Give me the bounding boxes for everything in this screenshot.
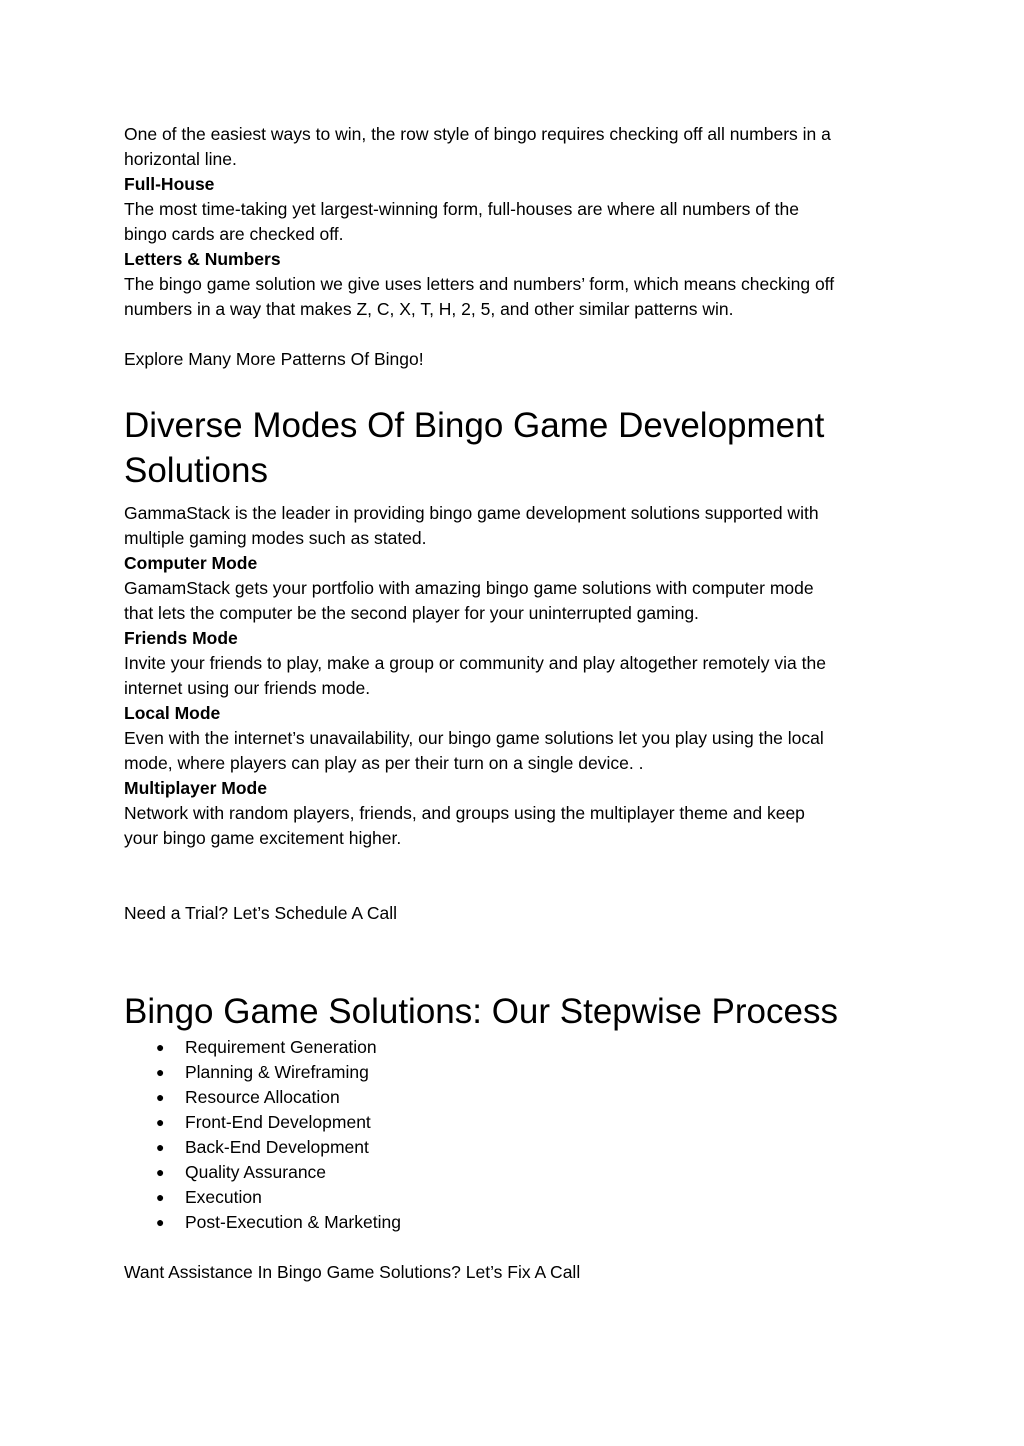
process-step-item — [124, 1085, 904, 1110]
process-step-item — [124, 1035, 904, 1060]
bullet-icon: ● — [156, 1064, 165, 1080]
process-steps-list — [124, 1035, 904, 1235]
process-step-label: Back-End Development — [185, 1137, 369, 1157]
process-step-label: Execution — [185, 1187, 262, 1207]
bullet-icon: ● — [156, 1089, 165, 1105]
explore-patterns-link[interactable]: Explore Many More Patterns Of Bingo! — [124, 349, 424, 369]
fix-call-link[interactable]: Want Assistance In Bingo Game Solutions? Let’s Fix A Call — [124, 1262, 581, 1282]
spacer — [124, 493, 904, 501]
local-mode-title: Local Mode — [124, 703, 221, 723]
spacer — [124, 372, 904, 403]
bullet-icon: ● — [156, 1139, 165, 1155]
process-step-item — [124, 1185, 904, 1210]
process-step-label: Front-End Development — [185, 1112, 371, 1132]
multiplayer-mode-description-line-1: Network with random players, friends, and groups using the multiplayer theme and keep — [124, 803, 805, 823]
modes-heading-line-1: Diverse Modes Of Bingo Game Development — [124, 406, 825, 445]
bullet-icon: ● — [156, 1189, 165, 1205]
process-step-label: Requirement Generation — [185, 1037, 377, 1057]
process-step-item — [124, 1210, 904, 1235]
row-style-description-line-1: One of the easiest ways to win, the row style of bingo requires checking off all numbers in a — [124, 124, 831, 144]
process-step-label: Resource Allocation — [185, 1087, 340, 1107]
row-style-description-line-2: horizontal line. — [124, 149, 237, 169]
friends-mode-description-line-1: Invite your friends to play, make a group or community and play altogether remotely via the — [124, 653, 826, 673]
full-house-description-line-1: The most time-taking yet largest-winning form, full-houses are where all numbers of the — [124, 199, 800, 219]
full-house-description-line-2: bingo cards are checked off. — [124, 224, 344, 244]
spacer — [124, 926, 904, 989]
computer-mode-title: Computer Mode — [124, 553, 258, 573]
computer-mode-description-line-2: that lets the computer be the second player for your uninterrupted gaming. — [124, 603, 699, 623]
process-step-item — [124, 1135, 904, 1160]
process-step-item — [124, 1060, 904, 1085]
spacer — [124, 322, 904, 347]
document-page — [124, 122, 904, 1285]
local-mode-description-line-2: mode, where players can play as per their turn on a single device. . — [124, 753, 644, 773]
bullet-icon: ● — [156, 1039, 165, 1055]
modes-heading-line-2: Solutions — [124, 451, 268, 490]
bullet-icon: ● — [156, 1164, 165, 1180]
friends-mode-description-line-2: internet using our friends mode. — [124, 678, 371, 698]
modes-intro-line-2: multiple gaming modes such as stated. — [124, 528, 427, 548]
letters-numbers-title: Letters & Numbers — [124, 249, 281, 269]
process-step-item — [124, 1160, 904, 1185]
bullet-icon: ● — [156, 1214, 165, 1230]
letters-numbers-description-line-2: numbers in a way that makes Z, C, X, T, H, 2, 5, and other similar patterns win. — [124, 299, 734, 319]
bullet-icon: ● — [156, 1114, 165, 1130]
full-house-title: Full-House — [124, 174, 215, 194]
letters-numbers-description-line-1: The bingo game solution we give uses letters and numbers’ form, which means checking off — [124, 274, 835, 294]
computer-mode-description-line-1: GamamStack gets your portfolio with amazing bingo game solutions with computer mode — [124, 578, 814, 598]
spacer — [124, 851, 904, 901]
local-mode-description-line-1: Even with the internet’s unavailability, our bingo game solutions let you play using the local — [124, 728, 824, 748]
modes-intro-line-1: GammaStack is the leader in providing bingo game development solutions supported with — [124, 503, 819, 523]
schedule-call-link[interactable]: Need a Trial? Let’s Schedule A Call — [124, 903, 398, 923]
process-heading: Bingo Game Solutions: Our Stepwise Process — [124, 992, 838, 1031]
process-step-label: Planning & Wireframing — [185, 1062, 369, 1082]
process-step-label: Quality Assurance — [185, 1162, 327, 1182]
multiplayer-mode-description-line-2: your bingo game excitement higher. — [124, 828, 402, 848]
multiplayer-mode-title: Multiplayer Mode — [124, 778, 267, 798]
process-step-item — [124, 1110, 904, 1135]
friends-mode-title: Friends Mode — [124, 628, 238, 648]
process-step-label: Post-Execution & Marketing — [185, 1212, 401, 1232]
spacer — [124, 1235, 904, 1260]
